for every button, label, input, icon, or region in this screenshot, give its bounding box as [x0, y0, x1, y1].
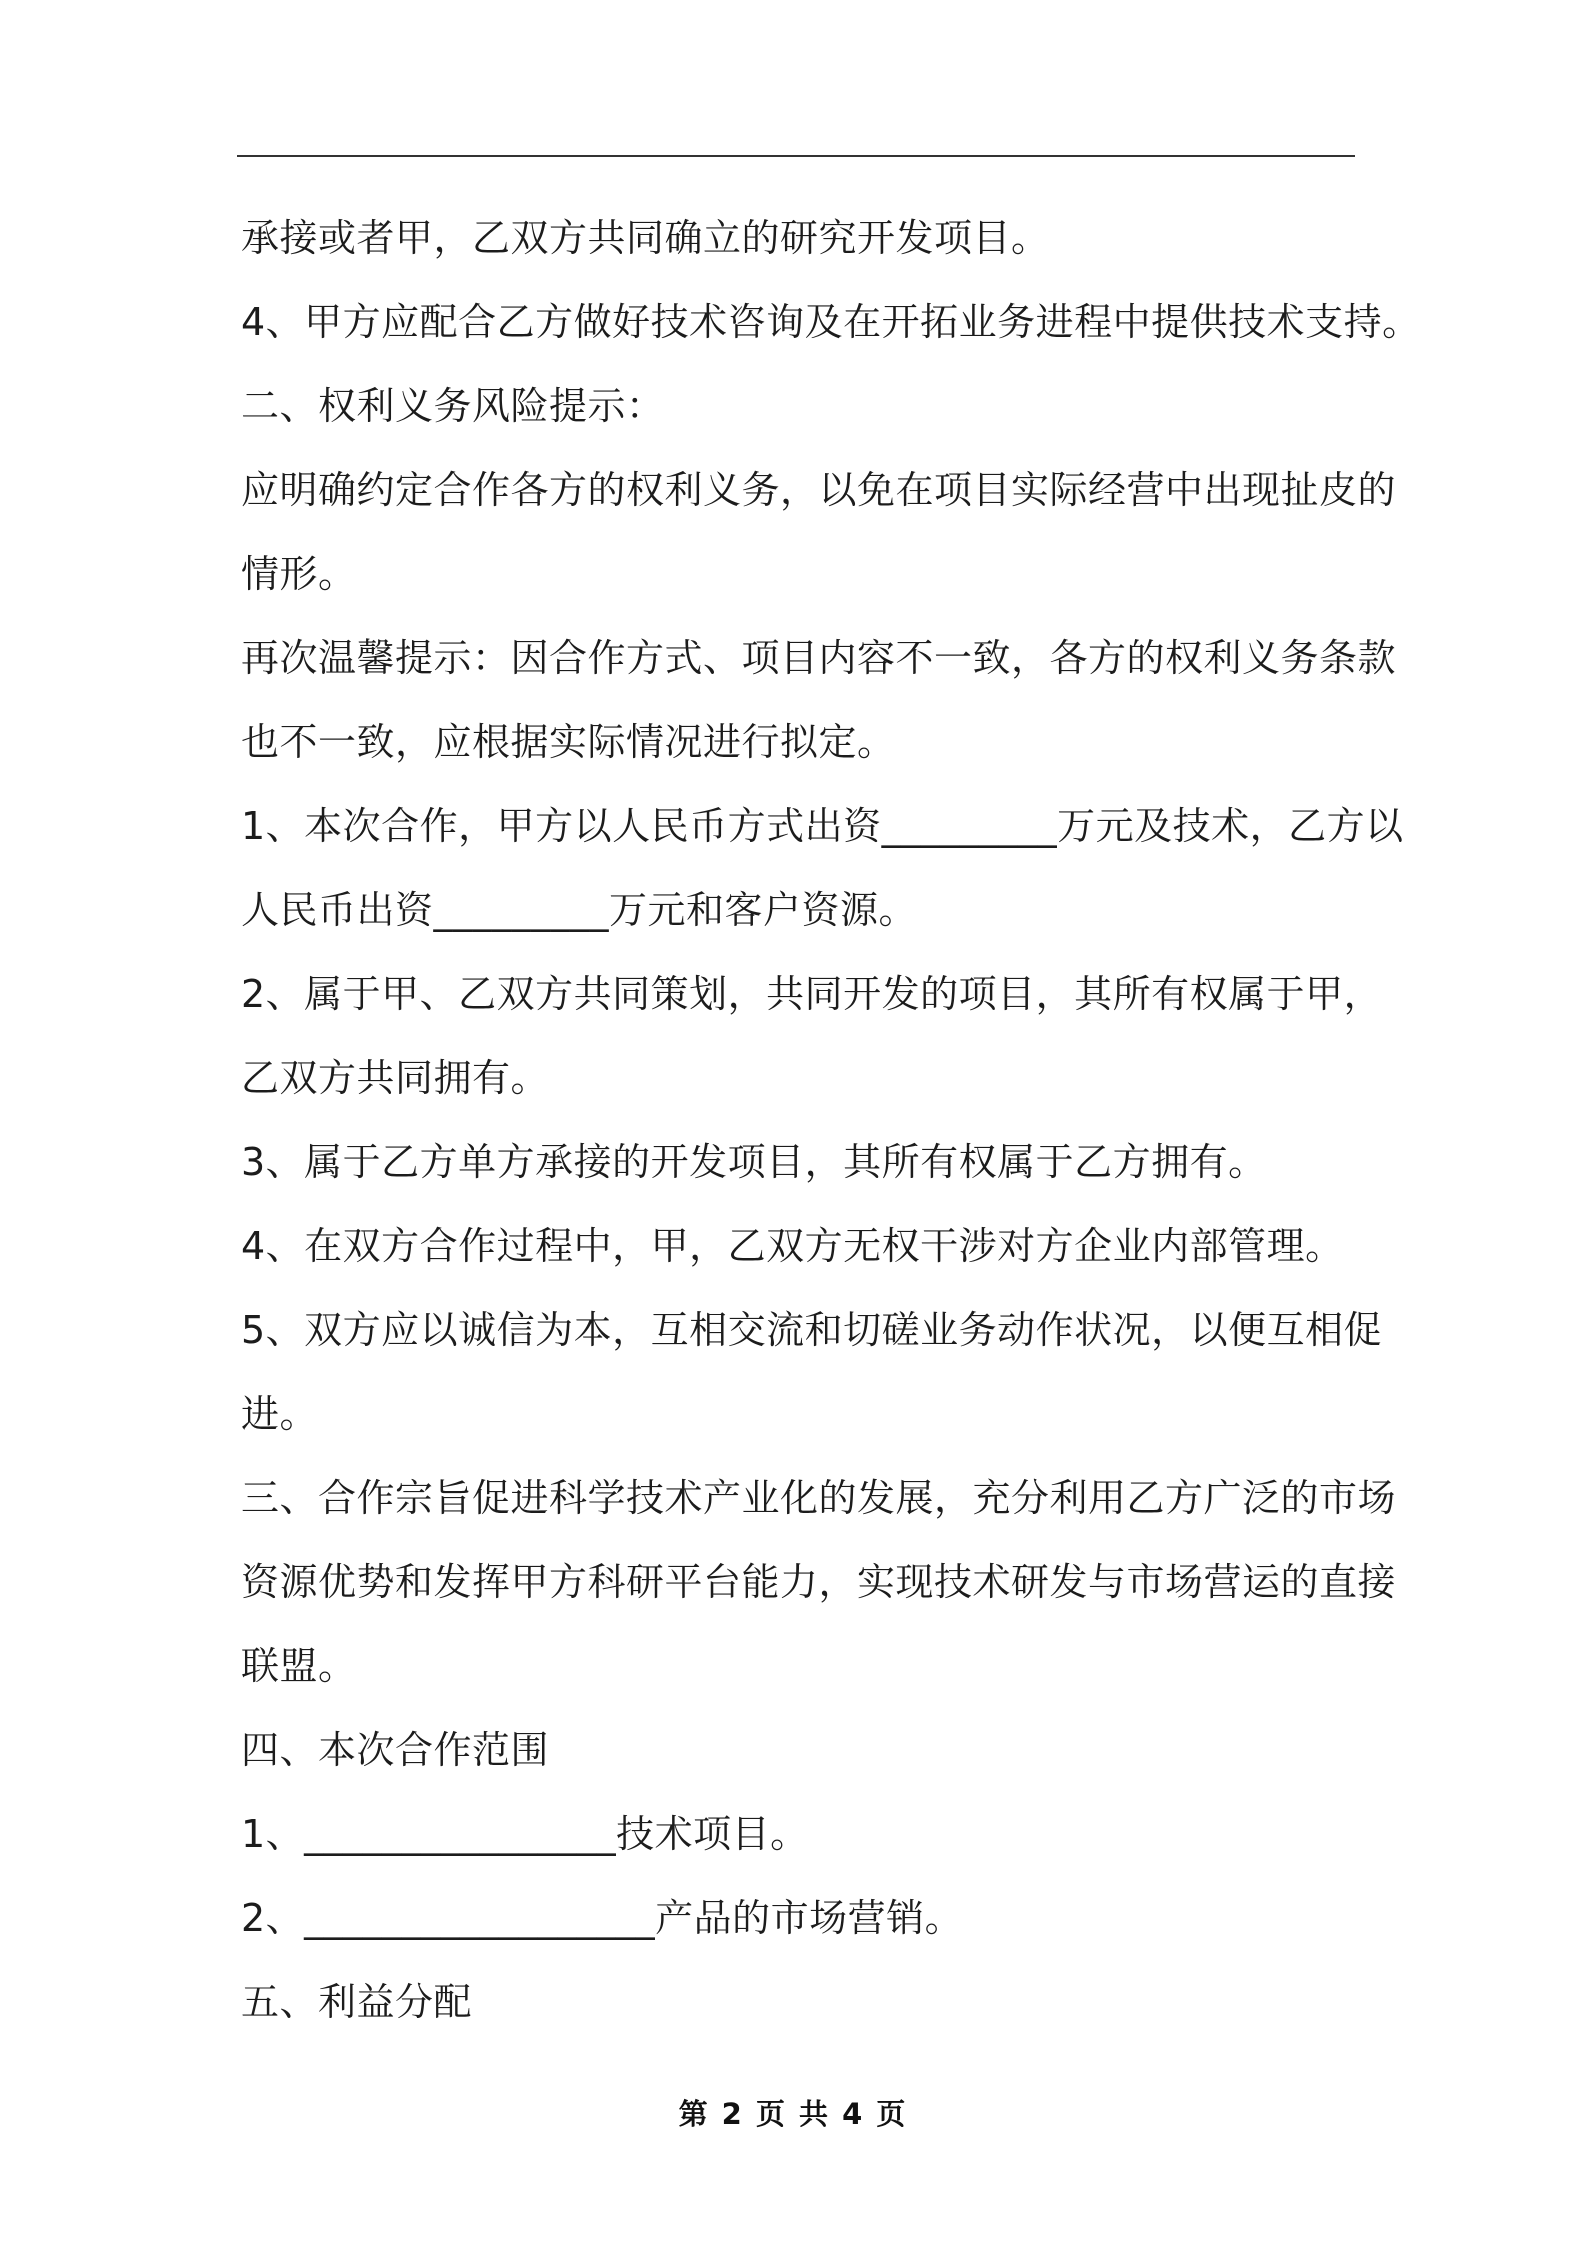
text-line: 应明确约定合作各方的权利义务，以免在项目实际经营中出现扯皮的 — [241, 468, 1397, 512]
text-line: 1、本次合作，甲方以人民币方式出资_________万元及技术，乙方以 — [241, 804, 1404, 848]
text-line: 2、属于甲、乙双方共同策划，共同开发的项目，其所有权属于甲， — [241, 972, 1383, 1016]
header-rule — [237, 155, 1355, 157]
text-line: 资源优势和发挥甲方科研平台能力，实现技术研发与市场营运的直接 — [241, 1560, 1397, 1604]
text-line: 三、合作宗旨促进科学技术产业化的发展，充分利用乙方广泛的市场 — [241, 1476, 1397, 1520]
text-line: 4、在双方合作过程中，甲，乙双方无权干涉对方企业内部管理。 — [241, 1224, 1344, 1268]
text-line: 再次温馨提示：因合作方式、项目内容不一致，各方的权利义务条款 — [241, 636, 1397, 680]
section-heading: 二、权利义务风险提示： — [241, 384, 665, 428]
text-line: 也不一致，应根据实际情况进行拟定。 — [241, 720, 896, 764]
document-body — [241, 196, 1421, 2044]
text-line: 3、属于乙方单方承接的开发项目，其所有权属于乙方拥有。 — [241, 1140, 1267, 1184]
page-number-footer: 第 2 页 共 4 页 — [678, 2097, 908, 2131]
text-line: 进。 — [241, 1392, 319, 1436]
text-line: 联盟。 — [241, 1644, 357, 1688]
text-line: 4、甲方应配合乙方做好技术咨询及在开拓业务进程中提供技术支持。 — [241, 300, 1421, 344]
text-line: 2、__________________产品的市场营销。 — [241, 1896, 964, 1940]
text-line: 5、双方应以诚信为本，互相交流和切磋业务动作状况，以便互相促 — [241, 1308, 1383, 1352]
text-line: 乙双方共同拥有。 — [241, 1056, 550, 1100]
section-heading: 五、利益分配 — [241, 1980, 473, 2024]
text-line: 1、________________技术项目。 — [241, 1812, 809, 1856]
section-heading: 四、本次合作范围 — [241, 1728, 550, 1772]
text-line: 承接或者甲，乙双方共同确立的研究开发项目。 — [241, 216, 1050, 260]
text-line: 人民币出资_________万元和客户资源。 — [241, 888, 918, 932]
text-line: 情形。 — [241, 552, 357, 596]
